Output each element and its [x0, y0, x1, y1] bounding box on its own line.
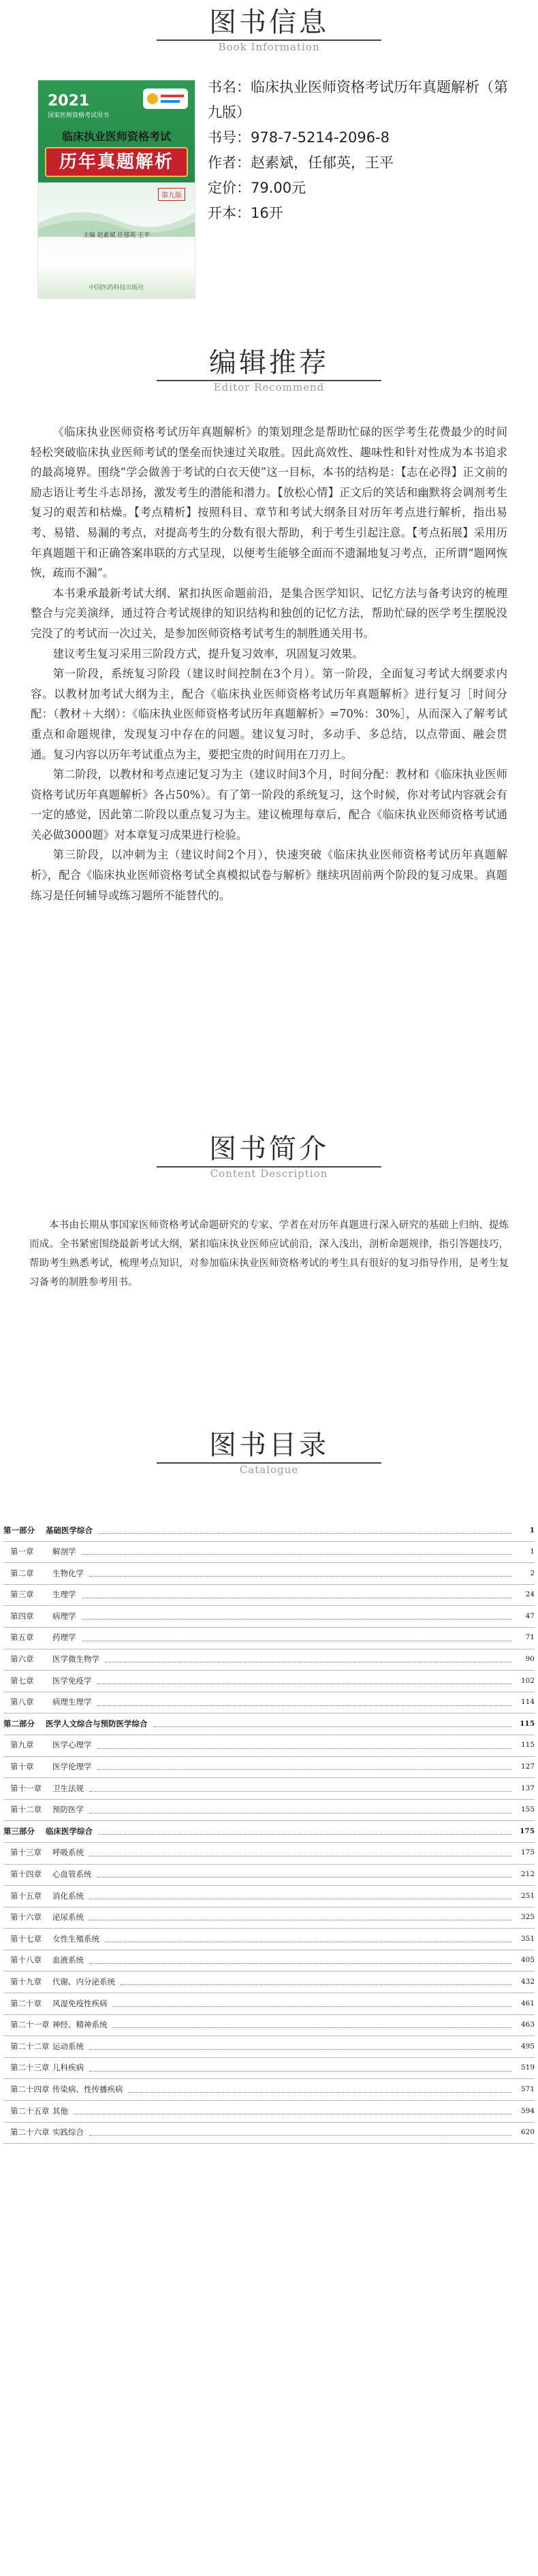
toc-page: 495 — [520, 2042, 535, 2050]
toc-number: 第九章 — [10, 1740, 34, 1750]
toc-number: 第五章 — [10, 1632, 34, 1643]
toc-title: 风湿免疫性疾病 — [52, 1998, 108, 2008]
toc-title: 卫生法规 — [52, 1783, 84, 1793]
toc-part-row — [3, 1520, 535, 1542]
toc-leader — [89, 1791, 511, 1792]
toc-title: 血液系统 — [52, 1955, 84, 1965]
book-format: 16开 — [251, 205, 283, 221]
section-title-info — [0, 7, 538, 53]
toc-number: 第二十二章 — [10, 2041, 50, 2051]
toc-leader — [89, 1576, 511, 1577]
toc-leader — [98, 1533, 511, 1534]
toc-chapter-row — [3, 1865, 535, 1886]
toc-number: 第一章 — [10, 1547, 34, 1557]
cover-title: 临床执业医师资格考试 — [61, 130, 171, 143]
toc-leader — [153, 1726, 512, 1727]
toc-chapter-row — [3, 1606, 535, 1628]
toc-title: 临床医学综合 — [46, 1826, 93, 1836]
toc-number: 第十九章 — [10, 1976, 42, 1986]
toc-chapter-row — [3, 1907, 535, 1929]
toc-leader — [82, 1619, 512, 1620]
toc-page: 463 — [520, 2020, 535, 2029]
section-title-cn: 图书目录 — [209, 1430, 329, 1461]
toc-chapter-row — [3, 1950, 535, 1972]
toc-page: 1 — [530, 1547, 535, 1556]
toc-page: 47 — [525, 1611, 535, 1620]
book-isbn-row — [208, 125, 521, 150]
book-cover — [38, 80, 195, 298]
toc-chapter-row — [3, 1585, 535, 1607]
toc-number: 第二十三章 — [10, 2063, 50, 2073]
toc-title: 解剖学 — [52, 1547, 76, 1557]
toc-number: 第二章 — [10, 1568, 34, 1578]
toc-title: 儿科疾病 — [52, 2063, 84, 2073]
toc-title: 女性生殖系统 — [52, 1933, 99, 1944]
toc-leader — [129, 2092, 512, 2093]
toc-title: 生物化学 — [52, 1568, 84, 1578]
toc-title: 神经、精神系统 — [52, 2020, 108, 2030]
toc-number: 第二部分 — [3, 1718, 35, 1728]
section-title-en: Content Description — [210, 1168, 328, 1180]
toc-number: 第二十六章 — [10, 2127, 50, 2138]
section-title-recommend — [0, 347, 538, 393]
recommend-paragraph: 第一阶段，系统复习阶段（建议时间控制在3个月）。第一阶段，全面复习考试大纲要求内容。以教材加考试大纲为主，配合《临床执业医师资格考试历年真题解析》进行复习［时间分配：（教材＋大纲）：《临床执业医师资格考试历年真题解析》=70%：30%］，从而深入了解考试重点和命题规律，发现复习中存在的问题。建议复习时，多动手、多总结，以点带面、融会贯通。复习内容以历年考试重点为主，要把宝贵的时间用在刀刃上。 — [31, 667, 507, 761]
cover-band-text: 历年真题解析 — [59, 152, 174, 172]
toc-page: 620 — [520, 2128, 535, 2137]
toc-page: 1 — [529, 1526, 535, 1534]
toc-title: 医学心理学 — [52, 1740, 92, 1750]
cover-year: 2021 — [48, 93, 90, 110]
toc-number: 第十六章 — [10, 1912, 42, 1922]
book-price-row — [208, 176, 521, 201]
toc-page: 24 — [525, 1590, 535, 1599]
toc-leader — [97, 1769, 512, 1770]
cover-year-sub: 国家医师资格考试用书 — [48, 112, 110, 119]
section-title-en: Catalogue — [239, 1464, 299, 1476]
toc-leader — [89, 1963, 511, 1964]
toc-leader — [89, 2135, 511, 2136]
toc-title: 病理学 — [52, 1611, 76, 1621]
section-title-intro — [0, 1133, 538, 1180]
cover-edition: 第九版 — [158, 188, 185, 201]
toc-chapter-row — [3, 1671, 535, 1692]
toc-chapter-row — [3, 2101, 535, 2123]
toc-page: 137 — [520, 1784, 535, 1792]
toc-chapter-row — [3, 1542, 535, 1564]
toc-page: 90 — [525, 1655, 535, 1664]
toc-page: 115 — [520, 1741, 535, 1750]
toc-title: 生理学 — [52, 1590, 76, 1600]
toc-page: 571 — [520, 2084, 535, 2093]
section-title-en: Book Information — [218, 41, 320, 53]
toc-chapter-row — [3, 1628, 535, 1649]
recommend-text — [31, 422, 507, 905]
toc-number: 第二十五章 — [10, 2106, 50, 2116]
book-author-row — [208, 150, 521, 176]
toc-chapter-row — [3, 1929, 535, 1950]
toc-number: 第二十章 — [10, 1998, 42, 2008]
toc-title: 消化系统 — [52, 1890, 84, 1901]
book-author-label: 作者： — [208, 155, 251, 171]
section-title-rule — [157, 1462, 381, 1464]
toc-title: 医学微生物学 — [52, 1654, 99, 1664]
toc-page: 212 — [520, 1870, 535, 1878]
recommend-paragraph: 第二阶段，以教材和考点速记复习为主（建议时间3个月，时间分配：教材和《临床执业医师资格考试历年真题解析》各占50%）。有了第一阶段的系统复习，这个时候，你对考试内容就会有一定的感觉，因此第二阶段以重点复习为主。建议梳理每章后，配合《临床执业医师资格考试通关必做3000题》对本章复习成果进行检验。 — [31, 768, 507, 841]
toc-page: 102 — [520, 1676, 535, 1685]
toc-chapter-row — [3, 1735, 535, 1757]
toc-leader — [89, 2049, 511, 2050]
book-title-row — [208, 75, 521, 125]
toc-page: 461 — [520, 1999, 535, 2008]
toc-title: 心血管系统 — [52, 1869, 92, 1879]
toc-leader — [97, 1748, 512, 1749]
toc-title: 医学伦理学 — [52, 1762, 92, 1772]
toc-number: 第十二章 — [10, 1805, 42, 1815]
cover-top — [38, 80, 195, 182]
toc-page: 175 — [520, 1848, 535, 1857]
toc-leader — [97, 1705, 512, 1706]
section-title-cn: 图书信息 — [209, 7, 329, 38]
toc-chapter-row — [3, 1843, 535, 1865]
toc-chapter-row — [3, 1692, 535, 1714]
recommend-paragraph: 第三阶段，以冲刺为主（建议时间2个月），快速突破《临床执业医师资格考试历年真题解析》，配合《临床执业医师资格考试全真模拟试卷与解析》继续巩固前两个阶段的复习成果。真题练习是任何辅导或练习题所不能替代的。 — [31, 848, 507, 902]
toc-leader — [113, 2006, 512, 2007]
toc-leader — [113, 2027, 512, 2028]
toc-number: 第四章 — [10, 1611, 34, 1621]
toc-title: 呼吸系统 — [52, 1848, 84, 1858]
toc-chapter-row — [3, 2036, 535, 2058]
intro-text: 本书由长期从事国家医师资格考试命题研究的专家、学者在对历年真题进行深入研究的基础上归纳、提炼而成。全书紧密围绕最新考试大纲，紧扣临床执业医师应试前沿，深入浅出，剖析命题规律，指引答题技巧，帮助考生熟悉考试，梳理考点知识，对参加临床执业医师资格考试的考生具有很好的复习指导作用，是考生复习备考的制胜参考用书。 — [29, 1220, 509, 1288]
toc-leader — [89, 2071, 511, 2072]
toc-number: 第一部分 — [3, 1525, 35, 1535]
toc-number: 第十五章 — [10, 1890, 42, 1901]
book-price-label: 定价： — [208, 180, 251, 196]
toc-chapter-row — [3, 1971, 535, 1993]
toc-leader — [97, 1877, 512, 1878]
toc-number: 第七章 — [10, 1675, 34, 1686]
toc-title: 医学人文综合与预防医学综合 — [46, 1718, 148, 1728]
book-title: 临床执业医师资格考试历年真题解析（第九版） — [208, 79, 508, 120]
toc-page: 2 — [530, 1568, 535, 1577]
book-format-row — [208, 201, 521, 226]
section-title-rule — [157, 1166, 381, 1168]
cover-bottom — [38, 264, 195, 298]
toc-page: 175 — [520, 1826, 535, 1835]
cover-publisher: 中国医药科技出版社 — [89, 285, 144, 291]
toc-number: 第十三章 — [10, 1848, 42, 1858]
toc-leader — [89, 1813, 511, 1814]
cover-band — [45, 147, 188, 177]
toc-page: 405 — [520, 1956, 535, 1965]
toc-page: 594 — [520, 2106, 535, 2115]
toc-chapter-row — [3, 1886, 535, 1907]
toc-part-row — [3, 1821, 535, 1843]
toc-title: 传染病、性传播疾病 — [52, 2084, 123, 2094]
book-price: 79.00元 — [251, 180, 306, 196]
book-author: 赵素斌，任郁英，王平 — [251, 155, 394, 171]
toc-chapter-row — [3, 2079, 535, 2101]
toc-leader — [98, 1834, 511, 1835]
section-title-rule — [157, 380, 381, 381]
toc-number: 第三章 — [10, 1590, 34, 1600]
toc-number: 第六章 — [10, 1654, 34, 1664]
toc-page: 519 — [520, 2063, 535, 2072]
recommend-paragraph: 《临床执业医师资格考试历年真题解析》的策划理念是帮助忙碌的医学考生花费最少的时间轻松突破临床执业医师考试的堡垒而快速过关取胜。因此高效性、趣味性和针对性成为本书追求的最高境界。围绕“学会做善于考试的白衣天使”这一目标，本书的结构是：【志在必得】正文前的励志语让考生斗志昂扬，激发考生的潜能和潜力。【放松心情】正文后的笑话和幽默将会调剂考生复习的艰苦和枯燥。【考点精析】按照科目、章节和考试大纲条目对历年考点进行解析，指出易考、易错、易漏的考点，对提高考生的分数有很大帮助，利于考生引起注意。【考点拓展】采用历年真题题干和正确答案串联的方式呈现，以便考生能够全面而不遗漏地复习考点，正所谓“题网恢恢，疏而不漏”。 — [31, 425, 507, 580]
book-info — [208, 75, 521, 226]
toc-number: 第三部分 — [3, 1826, 35, 1836]
section-title-rule — [157, 39, 381, 41]
toc-title: 代谢、内分泌系统 — [52, 1976, 115, 1986]
section-title-cn: 编辑推荐 — [209, 347, 329, 379]
section-title-cn: 图书简介 — [209, 1133, 329, 1165]
toc-page: 325 — [520, 1913, 535, 1922]
section-title-catalogue — [0, 1430, 538, 1476]
toc-page: 115 — [520, 1719, 535, 1728]
toc-title: 预防医学 — [52, 1805, 84, 1815]
toc-leader — [121, 1984, 511, 1985]
toc-title: 基础医学综合 — [46, 1525, 93, 1535]
toc-chapter-row — [3, 2015, 535, 2037]
toc-number: 第十四章 — [10, 1869, 42, 1879]
toc-chapter-row — [3, 1993, 535, 2015]
table-of-contents — [3, 1520, 535, 2144]
toc-chapter-row — [3, 1649, 535, 1671]
recommend-paragraph: 本书秉承最新考试大纲、紧扣执医命题前沿，是集合医学知识、记忆方法与备考诀窍的梳理整合与完美演绎，通过符合考试规律的知识结构和独创的记忆方法，帮助忙碌的医学考生摆脱没完没了的考试而一次过关，是参加医师资格考试考生的制胜通关用书。 — [31, 586, 507, 640]
toc-chapter-row — [3, 2058, 535, 2080]
toc-number: 第二十一章 — [10, 2020, 50, 2030]
recommend-paragraph: 建议考生复习采用三阶段方式，提升复习效率，巩固复习效果。 — [52, 647, 364, 660]
toc-chapter-row — [3, 1563, 535, 1585]
toc-number: 第十一章 — [10, 1783, 42, 1793]
publisher-logo-icon — [143, 88, 188, 109]
toc-chapter-row — [3, 1778, 535, 1800]
toc-page: 114 — [520, 1698, 535, 1707]
toc-number: 第十章 — [10, 1762, 34, 1772]
toc-chapter-row — [3, 2123, 535, 2144]
toc-page: 351 — [520, 1934, 535, 1943]
toc-number: 第八章 — [10, 1697, 34, 1707]
toc-title: 医学免疫学 — [52, 1675, 92, 1686]
book-title-label: 书名： — [208, 79, 251, 95]
cover-authors: 主编 赵素斌 任郁英 王平 — [82, 232, 151, 239]
toc-page: 251 — [520, 1891, 535, 1900]
toc-page: 155 — [520, 1805, 535, 1814]
toc-chapter-row — [3, 1800, 535, 1822]
toc-chapter-row — [3, 1757, 535, 1779]
toc-number: 第十七章 — [10, 1933, 42, 1944]
book-isbn-label: 书号： — [208, 129, 251, 146]
toc-part-row — [3, 1713, 535, 1735]
toc-number: 第二十四章 — [10, 2084, 50, 2094]
toc-page: 127 — [520, 1762, 535, 1771]
toc-page: 71 — [525, 1633, 535, 1642]
toc-leader — [82, 1554, 512, 1555]
section-title-en: Editor Recommend — [213, 381, 325, 393]
toc-number: 第十八章 — [10, 1955, 42, 1965]
toc-title: 运动系统 — [52, 2041, 84, 2051]
cover-middle — [38, 182, 195, 264]
toc-title: 实践综合 — [52, 2127, 84, 2138]
toc-title: 药理学 — [52, 1632, 76, 1643]
book-isbn: 978-7-5214-2096-8 — [251, 129, 390, 146]
book-format-label: 开本： — [208, 205, 251, 221]
toc-title: 病理生理学 — [52, 1697, 92, 1707]
toc-title: 泌尿系统 — [52, 1912, 84, 1922]
toc-page: 432 — [520, 1977, 535, 1986]
toc-title: 其他 — [52, 2106, 68, 2116]
